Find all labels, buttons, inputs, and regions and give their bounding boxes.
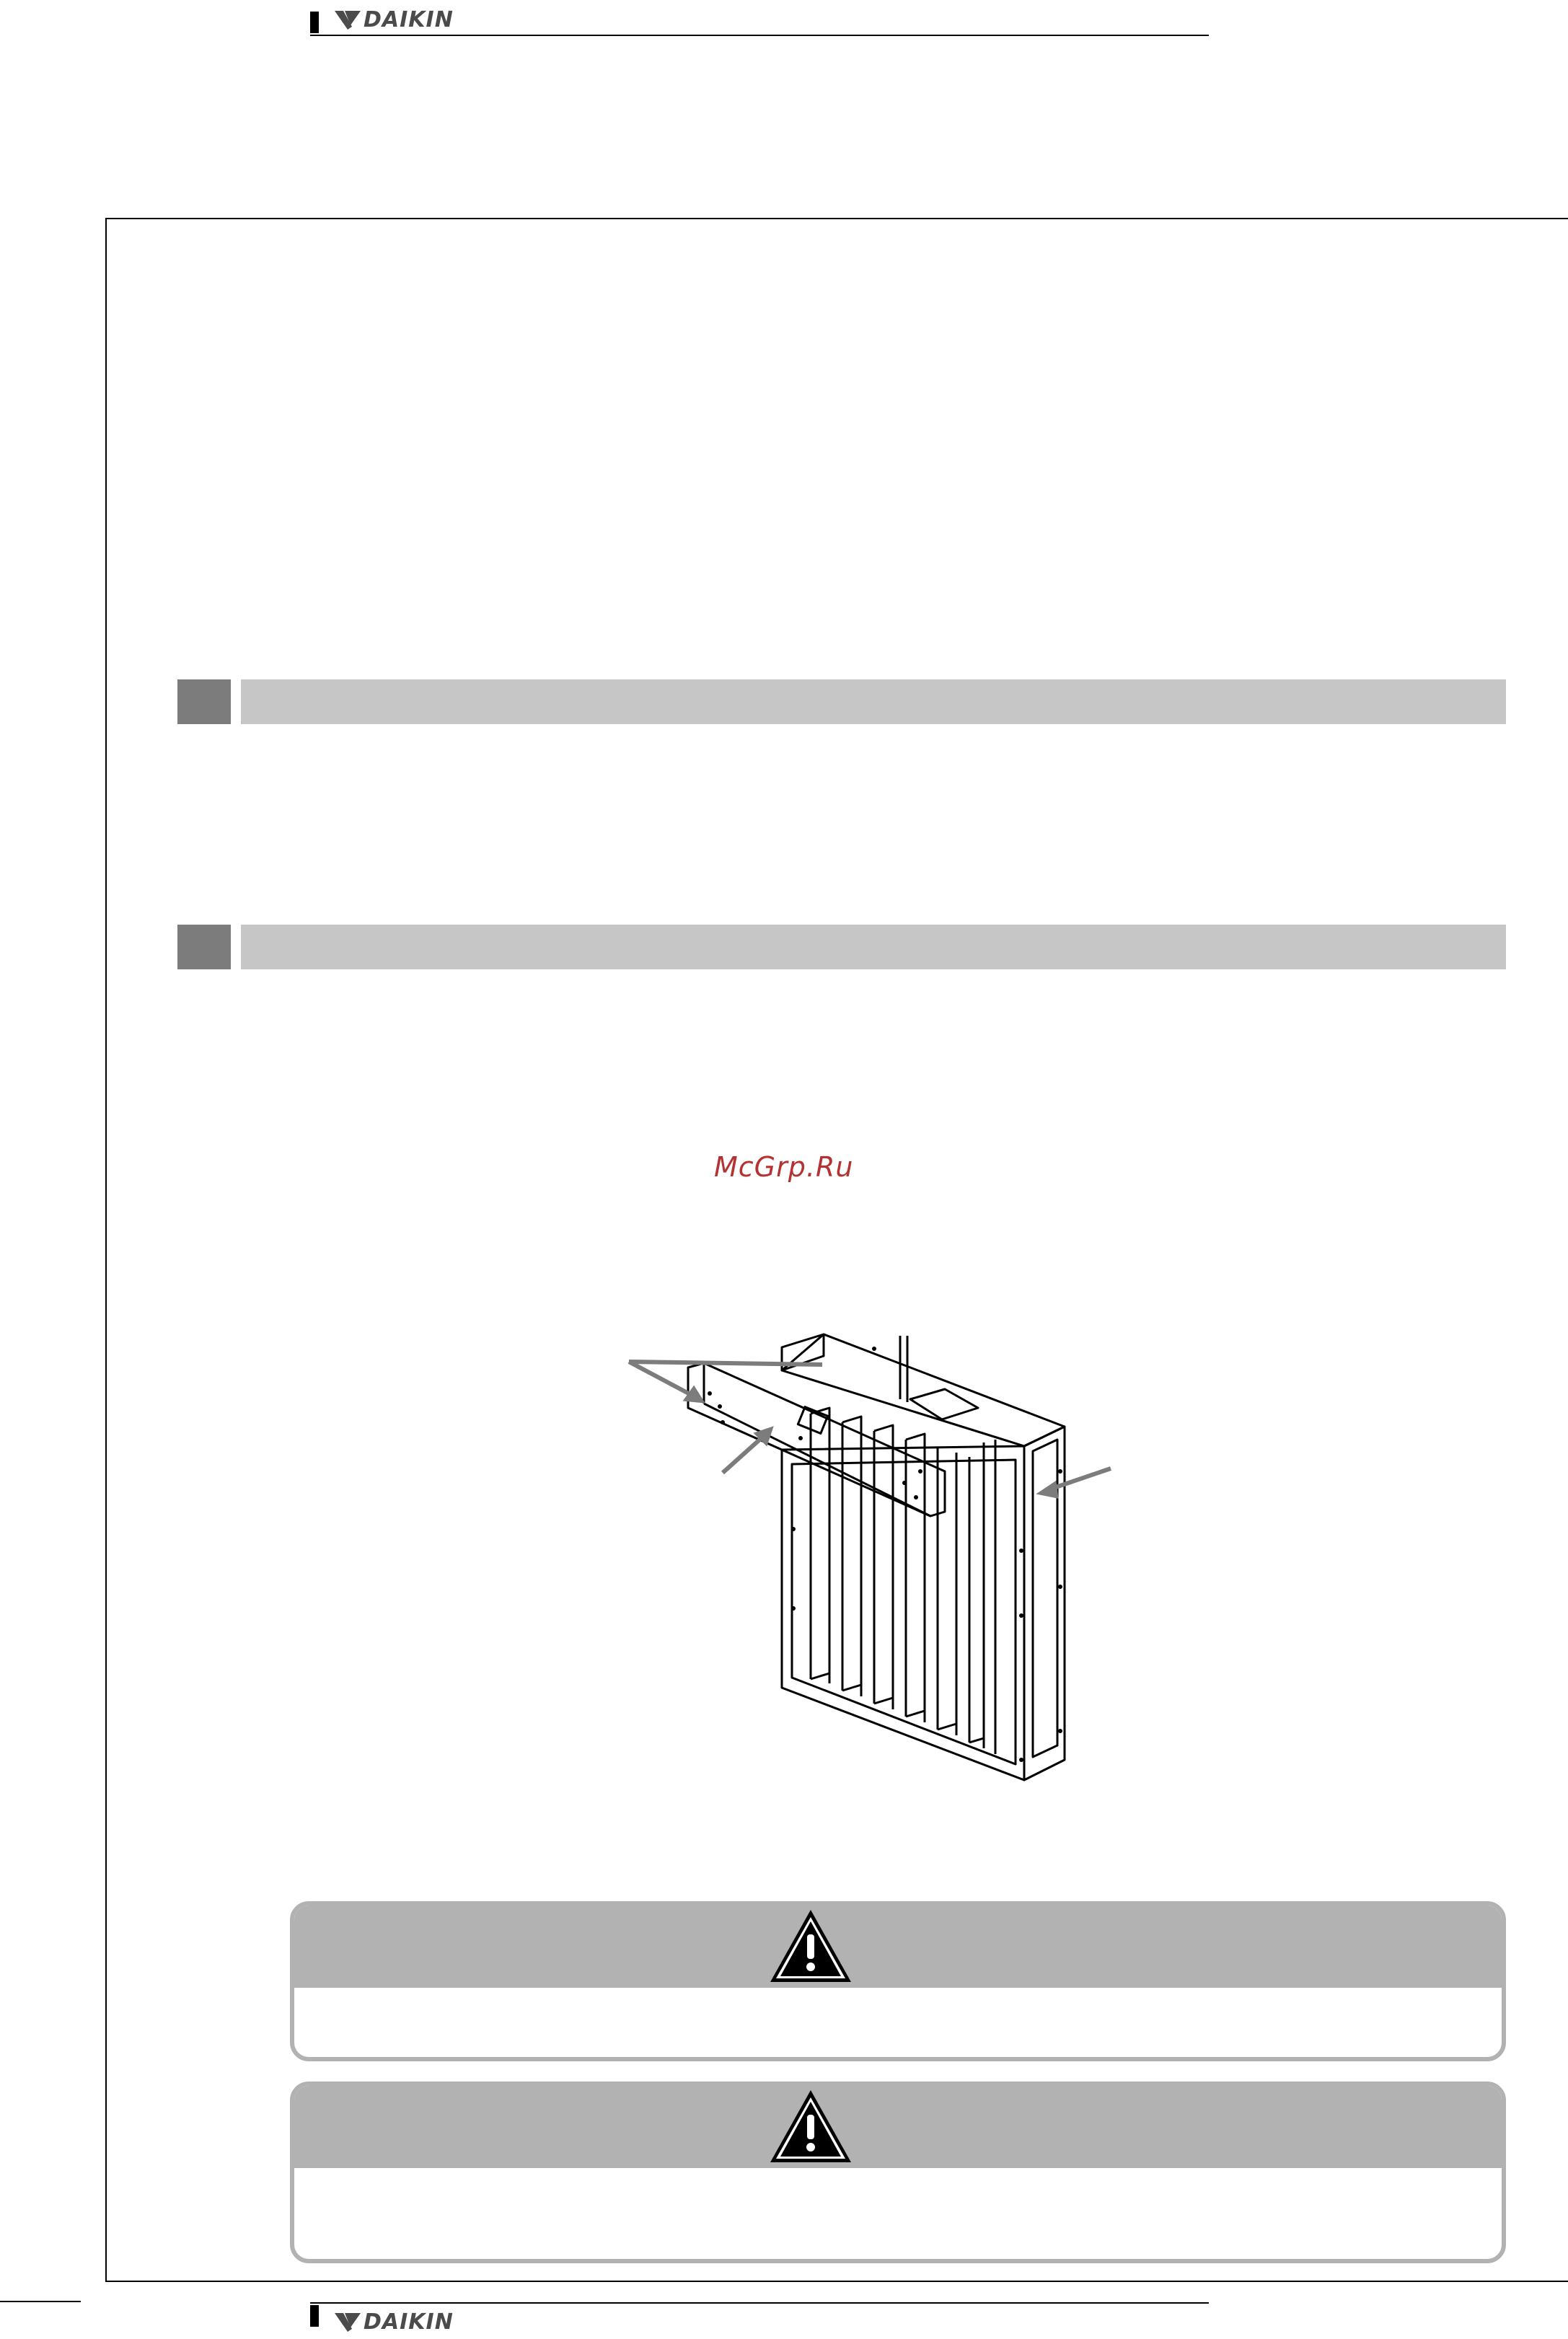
- section-2-header-bar: [241, 925, 1506, 969]
- watermark-text: McGrp.Ru: [714, 1151, 854, 1183]
- section-2-marker: [177, 925, 231, 969]
- footer-logo: [333, 2309, 454, 2335]
- section-1-header-bar: [241, 679, 1506, 724]
- warning-box-1: [290, 1901, 1506, 2061]
- warning-box-2: [290, 2082, 1506, 2263]
- daikin-logo-icon: [333, 2312, 362, 2333]
- warning-box-2-header: [294, 2086, 1502, 2168]
- daikin-logo-icon: [333, 9, 362, 31]
- warning-triangle-icon: [766, 2086, 855, 2168]
- section-1-marker: [177, 679, 231, 724]
- footer-brand-text: DAIKIN: [364, 2309, 454, 2335]
- footer-brand-bar: [310, 2305, 319, 2327]
- warning-box-1-header: [294, 1906, 1502, 1988]
- header-brand-text: DAIKIN: [364, 7, 454, 32]
- warning-triangle-icon: [766, 1906, 855, 1988]
- header-brand-bar: [310, 12, 319, 33]
- footer-rule: [310, 2302, 1209, 2304]
- footer-left-rule: [0, 2301, 81, 2302]
- header-rule: [310, 35, 1209, 36]
- damper-assembly-illustration: [606, 1298, 1154, 1789]
- header-logo: [333, 7, 454, 32]
